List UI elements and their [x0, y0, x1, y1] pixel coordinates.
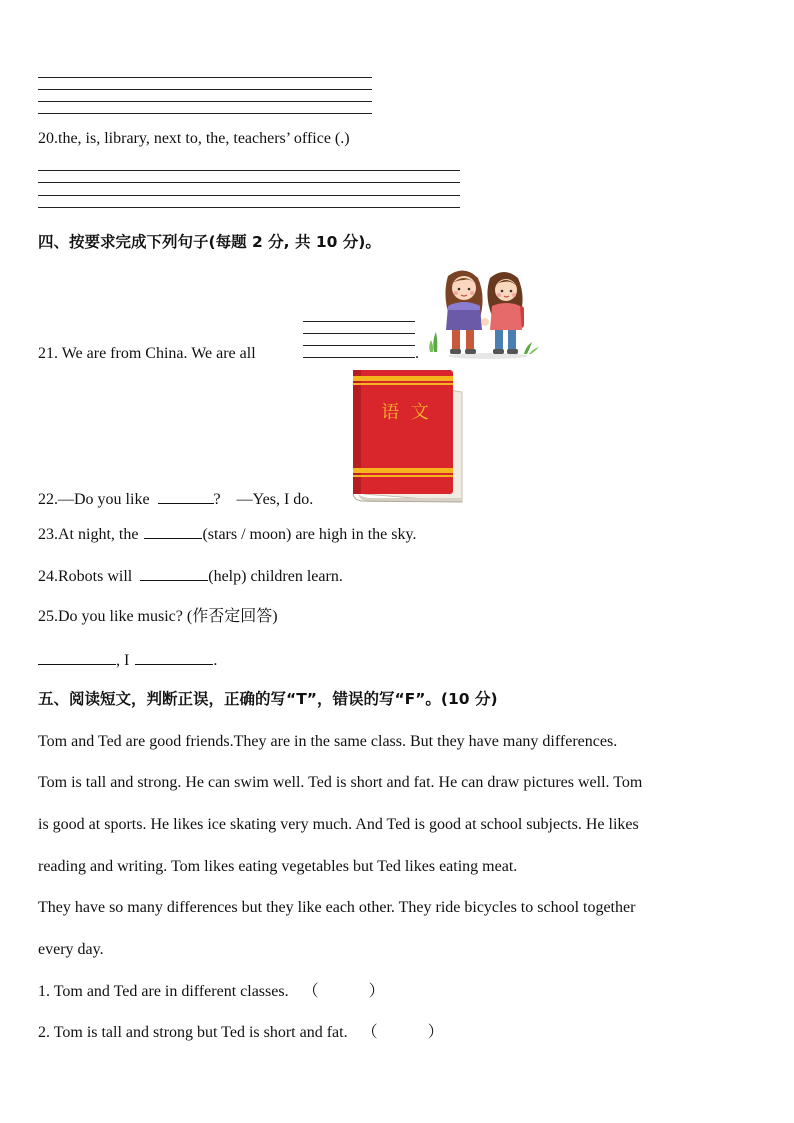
question-24-prefix: 24.Robots will [38, 568, 133, 585]
question-23-suffix: (stars / moon) are high in the sky. [202, 526, 417, 543]
question-23 [38, 524, 416, 545]
answer-line [38, 182, 460, 183]
book-icon [350, 368, 466, 504]
answer-line [38, 77, 372, 78]
passage-line: every day. [38, 941, 104, 958]
answer-line [38, 89, 372, 90]
question-21-period: . [415, 345, 419, 362]
answer-blank[interactable] [38, 650, 116, 665]
question-22 [38, 489, 313, 510]
statement-text: 1. Tom and Ted are in different classes. [38, 983, 289, 1000]
question-25: 25.Do you like music? (作否定回答) [38, 608, 278, 625]
answer-line [303, 321, 415, 322]
section-5-heading: 五、阅读短文，判断正误，正确的写“T”，错误的写“F”。(10 分) [38, 690, 498, 708]
question-25-answer [38, 650, 217, 671]
answer-separator: , I [116, 652, 130, 669]
answer-line [303, 345, 415, 346]
question-22-answer: —Yes, I do. [236, 491, 314, 508]
paren-close: ） [368, 983, 385, 1000]
chinese-textbook-illustration [350, 368, 466, 504]
answer-blank[interactable] [158, 489, 214, 504]
answer-blank[interactable] [144, 524, 202, 539]
answer-end: . [213, 652, 218, 669]
question-22-prefix: 22.—Do you like [38, 491, 150, 508]
answer-line [38, 195, 460, 196]
paren-close: ） [427, 1024, 444, 1041]
statement-text: 2. Tom is tall and strong but Ted is short and fat. [38, 1024, 348, 1041]
question-20: 20.the, is, library, next to, the, teachers’ office (.) [38, 130, 350, 147]
passage-line: Tom and Ted are good friends.They are in the same class. But they have many differences. [38, 733, 618, 750]
answer-paren[interactable] [303, 983, 385, 1000]
passage-line: Tom is tall and strong. He can swim well. Ted is short and fat. He can draw pictures well. Tom [38, 774, 643, 791]
question-23-prefix: 23.At night, the [38, 526, 139, 543]
passage-line: is good at sports. He likes ice skating very much. And Ted is good at school subjects. He likes [38, 816, 639, 833]
answer-line [38, 170, 460, 171]
section-4-heading: 四、按要求完成下列句子(每题 2 分, 共 10 分)。 [38, 233, 381, 251]
statement-2 [38, 1023, 444, 1043]
statement-1 [38, 982, 385, 1002]
passage-line: reading and writing. Tom likes eating vegetables but Ted likes eating meat. [38, 858, 518, 875]
answer-line [303, 357, 415, 358]
question-21 [38, 344, 256, 364]
question-22-mark: ? [213, 491, 221, 508]
answer-line [38, 113, 372, 114]
answer-blank[interactable] [135, 650, 213, 665]
passage-line: They have so many differences but they like each other. They ride bicycles to school together [38, 899, 636, 916]
answer-line [38, 207, 460, 208]
two-girls-illustration [426, 266, 542, 362]
paren-open: （ [302, 983, 319, 1000]
answer-line [38, 101, 372, 102]
answer-paren[interactable] [362, 1024, 444, 1041]
question-24 [38, 566, 343, 587]
paren-open: （ [361, 1024, 378, 1041]
question-21-prefix: 21. We are from China. We are all [38, 345, 256, 362]
answer-line [303, 333, 415, 334]
question-24-suffix: (help) children learn. [208, 568, 343, 585]
book-title: 语 文 [381, 402, 429, 423]
answer-blank[interactable] [140, 566, 208, 581]
